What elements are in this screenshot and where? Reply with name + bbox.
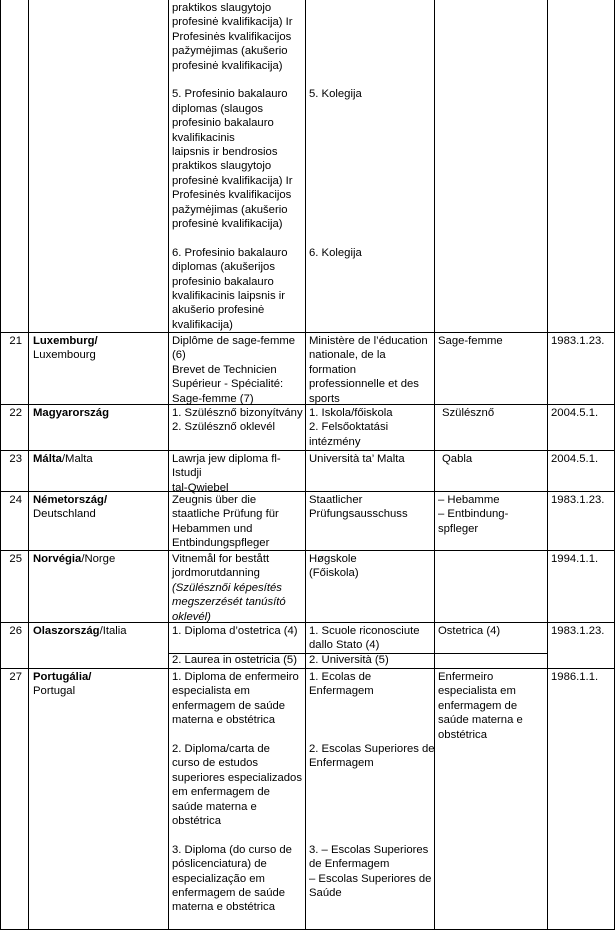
country-cell	[29, 451, 169, 491]
number-cell	[0, 405, 29, 450]
diploma-text: 1. Diploma d’ostetrica (4)	[172, 625, 298, 637]
institution-text: 2. Università (5)	[309, 653, 389, 666]
table-row	[0, 622, 615, 668]
row-number: 22	[9, 407, 22, 419]
number-cell	[0, 451, 29, 491]
country-cell	[29, 551, 169, 622]
diploma-cell	[169, 0, 306, 332]
diploma-cell	[169, 492, 306, 550]
date-cell	[548, 551, 615, 622]
title-cell	[435, 623, 548, 668]
institution-text: 6. Kolegija	[309, 246, 362, 259]
institution-text: 1. Ecolas de Enfermagem	[309, 671, 374, 698]
diploma-text: Lawrja jew diploma fl- Istudji tal-Qwiebel	[172, 453, 281, 494]
diploma-cell	[169, 451, 306, 494]
country-cell	[29, 669, 169, 929]
title-cell	[435, 492, 548, 550]
number-cell	[0, 669, 29, 929]
row-number: 23	[9, 453, 22, 465]
country-name-hu: Németország/	[33, 494, 108, 506]
country-name-local: /Norge	[81, 553, 116, 565]
reference-date: 1994.1.1.	[551, 553, 599, 565]
country-cell	[29, 492, 169, 550]
diploma-text: 2. Laurea in ostetricia (5)	[172, 653, 297, 666]
country-name-hu: Portugália/	[33, 671, 92, 683]
diploma-cell	[169, 623, 306, 668]
country-name-hu: Magyarország	[33, 407, 109, 419]
title-cell	[435, 551, 548, 622]
institution-cell	[306, 669, 435, 929]
institution-cell	[306, 333, 435, 404]
title-cell	[435, 405, 548, 450]
country-name-hu: Norvégia	[33, 553, 82, 565]
date-cell	[548, 451, 615, 491]
number-cell	[0, 492, 29, 550]
sub-row-divider	[169, 653, 548, 654]
title-cell	[435, 451, 548, 491]
country-name-local: /Malta	[61, 453, 93, 465]
institution-cell	[306, 623, 435, 668]
institution-text: 2. Escolas Superiores de Enfermagem	[309, 743, 435, 770]
table-row	[0, 404, 615, 450]
row-number: 25	[9, 553, 22, 565]
date-cell	[548, 669, 615, 929]
date-cell	[548, 405, 615, 450]
professional-title: Szülésznő	[442, 407, 495, 419]
country-name-hu: Olaszország	[33, 625, 100, 637]
date-cell	[548, 333, 615, 404]
country-label	[33, 406, 109, 420]
date-cell	[548, 0, 615, 332]
country-cell	[29, 0, 169, 332]
institution-text: 5. Kolegija	[309, 88, 362, 101]
diploma-text: 3. Diploma (do curso de póslicenciatura) de especialização em enfermagem de saúde materna e obstétrica	[172, 843, 292, 914]
institution-text: Høgskole (Főiskola)	[309, 553, 359, 580]
professional-title: Ostetrica (4)	[438, 625, 501, 637]
diploma-text: praktikos slaugytojo profesinė kvalifikacija) Ir Profesinės kvalifikacijos pažymėjimas (akušerio profesinė kvalifikacija)	[172, 2, 293, 72]
table-row	[0, 668, 615, 930]
number-cell	[0, 333, 29, 404]
institution-text: Ministère de l’éducation nationale, de la formation professionnelle et des sports	[309, 335, 428, 405]
country-cell	[29, 623, 169, 668]
title-cell	[435, 333, 548, 404]
professional-title: Enfermeiro especialista em enfermagem de saúde materna e obstétrica	[438, 671, 523, 741]
diploma-cell	[169, 551, 306, 622]
country-label	[33, 670, 91, 699]
institution-text: 1. Scuole riconosciute dallo Stato (4)	[309, 625, 420, 652]
table-row	[0, 491, 615, 550]
table-row	[0, 450, 615, 494]
diploma-text: 6. Profesinio bakalauro diplomas (akušerijos profesinio bakalauro kvalifikacinis laipsnis ir akušerio profesinė kvalifikacija)	[172, 246, 288, 331]
number-cell	[0, 0, 29, 332]
reference-date: 2004.5.1.	[551, 407, 599, 419]
diploma-cell	[169, 405, 306, 450]
institution-cell	[306, 492, 435, 550]
diploma-text: Diplôme de sage-femme (6) Brevet de Technicien Supérieur - Spécialité: Sage-femme (7)	[172, 335, 296, 405]
diploma-translation-note: (Szülésznői képesítés megszerzését tanúsító oklevél)	[172, 581, 286, 623]
institution-cell	[306, 0, 435, 332]
institution-text: Staatlicher Prüfungsausschuss	[309, 494, 408, 521]
date-cell	[548, 623, 615, 668]
diploma-text: 1. Diploma de enfermeiro especialista em enfermagem de saúde materna e obstétrica	[172, 671, 299, 727]
number-cell	[0, 551, 29, 622]
row-number: 26	[9, 625, 22, 637]
reference-date: 1983.1.23.	[551, 335, 605, 347]
institution-cell	[306, 551, 435, 622]
country-name-local: Luxembourg	[33, 349, 96, 362]
institution-text: Università ta’ Malta	[309, 453, 405, 465]
institution-cell	[306, 451, 435, 491]
professional-title: Qabla	[442, 453, 473, 465]
country-name-hu: Luxemburg/	[33, 335, 98, 347]
country-label	[33, 624, 127, 638]
institution-cell	[306, 405, 435, 450]
diploma-text: 2. Diploma/carta de curso de estudos superiores especializados em enfermagem de saúde materna e obstétrica	[172, 743, 302, 828]
title-cell	[435, 669, 548, 929]
diploma-cell	[169, 669, 306, 929]
row-number: 27	[9, 671, 22, 683]
table-row-continued	[0, 0, 615, 332]
reference-date: 2004.5.1.	[551, 453, 599, 465]
number-cell	[0, 623, 29, 668]
table-row	[0, 550, 615, 622]
institution-text: 1. Iskola/főiskola 2. Felsőoktatási intézmény	[309, 407, 393, 448]
institution-text: 3. – Escolas Superiores de Enfermagem – Escolas Superiores de Saúde	[309, 843, 432, 900]
country-name-local: /Italia	[99, 625, 127, 637]
country-name-hu: Málta	[33, 453, 62, 465]
diploma-cell	[169, 333, 306, 404]
country-cell	[29, 405, 169, 450]
country-label	[33, 552, 115, 566]
diploma-text: 5. Profesinio bakalauro diplomas (slaugos profesinio bakalauro kvalifikacinis laipsnis ir bendrosios praktikos slaugytojo profesinė kvalifikacija) Ir Profesinės kvalifikacijos pažymėjimas (akušerio profesinė kvalifikacija)	[172, 88, 293, 231]
diploma-text: 1. Szülésznő bizonyítvány 2. Szülésznő oklevél	[172, 407, 303, 434]
date-cell	[548, 492, 615, 550]
professional-title: Sage-femme	[438, 335, 503, 347]
country-cell	[29, 333, 169, 404]
reference-date: 1983.1.23.	[551, 625, 605, 637]
table-row	[0, 332, 615, 404]
professional-title: – Hebamme – Entbindung- spfleger	[438, 494, 509, 535]
country-label	[33, 334, 98, 363]
row-number: 24	[9, 494, 22, 506]
diploma-text: Vitnemål for bestått jordmorutdanning	[172, 553, 270, 580]
country-label	[33, 452, 93, 466]
reference-date: 1986.1.1.	[551, 671, 599, 683]
country-label	[33, 493, 107, 522]
diploma-text: Zeugnis über die staatliche Prüfung für Hebammen und Entbindungspfleger	[172, 494, 279, 550]
title-cell	[435, 0, 548, 332]
country-name-local: Portugal	[33, 685, 76, 698]
row-number: 21	[9, 335, 22, 347]
country-name-local: Deutschland	[33, 508, 96, 521]
reference-date: 1983.1.23.	[551, 494, 605, 506]
